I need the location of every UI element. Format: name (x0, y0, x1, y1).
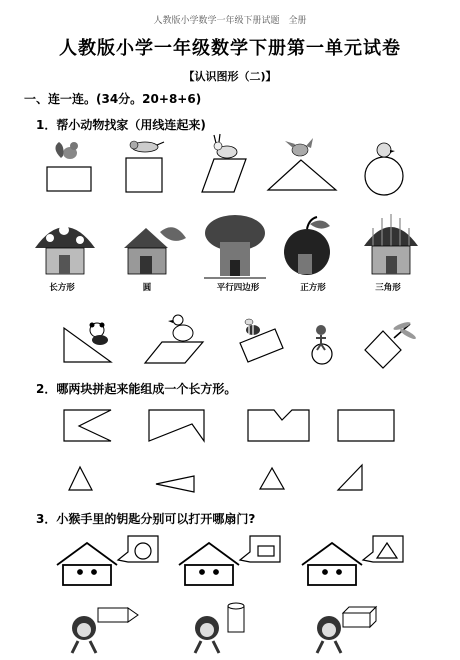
apple-house-icon (284, 217, 330, 275)
piece-slanted-rect (149, 410, 204, 441)
cat-icon (130, 141, 164, 152)
chick-icon (377, 143, 395, 157)
door-triangle (377, 543, 397, 558)
door-house-1 (57, 536, 158, 585)
duck-icon (168, 315, 193, 341)
dragonfly-icon (393, 321, 417, 341)
door-house-2 (179, 536, 280, 585)
page-subtitle: 【认识图形（二)】 (183, 70, 277, 83)
piece-vnotch-rect (248, 410, 309, 441)
shape-square (126, 158, 162, 192)
question-1: 1．帮小动物找家（用线连起来) (36, 118, 206, 132)
umbrella-house-icon (364, 214, 418, 274)
q2-shapes (64, 410, 394, 492)
house-label-parallelogram: 平行四边形 (216, 283, 260, 293)
shape-rectangle (47, 167, 91, 191)
question-3: 3．小猴手里的钥匙分别可以打开哪扇门? (36, 512, 256, 526)
shape-triangle (268, 160, 336, 190)
monkey-icon (316, 325, 326, 350)
rabbit-icon (214, 134, 237, 158)
piece-square-rect (338, 410, 394, 441)
mushroom-house-icon (35, 225, 95, 274)
house-label-square: 正方形 (300, 283, 326, 293)
monkey-key-2 (195, 603, 244, 653)
door-house-3 (302, 536, 403, 585)
leaf-house-icon (124, 227, 186, 274)
house-label-circle: 圆 (142, 283, 152, 293)
question-2: 2．哪两块拼起来能组成一个长方形。 (36, 382, 237, 396)
tree-house-icon (204, 215, 266, 278)
monkey-key-3 (317, 607, 376, 653)
bird-icon (285, 138, 313, 156)
panda-icon (90, 323, 109, 346)
page-header: 人教版小学数学一年级下册试题 全册 (153, 16, 307, 26)
page-title: 人教版小学一年级数学下册第一单元试卷 (59, 38, 401, 59)
piece-right-triangle (338, 465, 362, 490)
shape-parallelogram-2 (145, 342, 203, 363)
shape-circle (365, 157, 403, 195)
piece-notched-rect (64, 410, 111, 441)
shape-rectangle-2 (240, 329, 283, 362)
piece-small-triangle-1 (69, 467, 92, 490)
house-label-rectangle: 长方形 (49, 283, 75, 293)
piece-small-triangle-2 (260, 468, 284, 489)
monkey-key-1 (72, 608, 138, 653)
squirrel-icon (55, 142, 78, 159)
door-circle (135, 543, 151, 559)
door-rectangle (258, 546, 274, 556)
shape-parallelogram (202, 159, 246, 192)
section-heading: 一、连一连。(34分。20+8+6) (24, 92, 202, 106)
piece-sliver (156, 476, 194, 492)
shape-triangle-2 (64, 328, 111, 362)
bee-icon (245, 319, 260, 335)
house-label-triangle: 三角形 (375, 283, 401, 293)
